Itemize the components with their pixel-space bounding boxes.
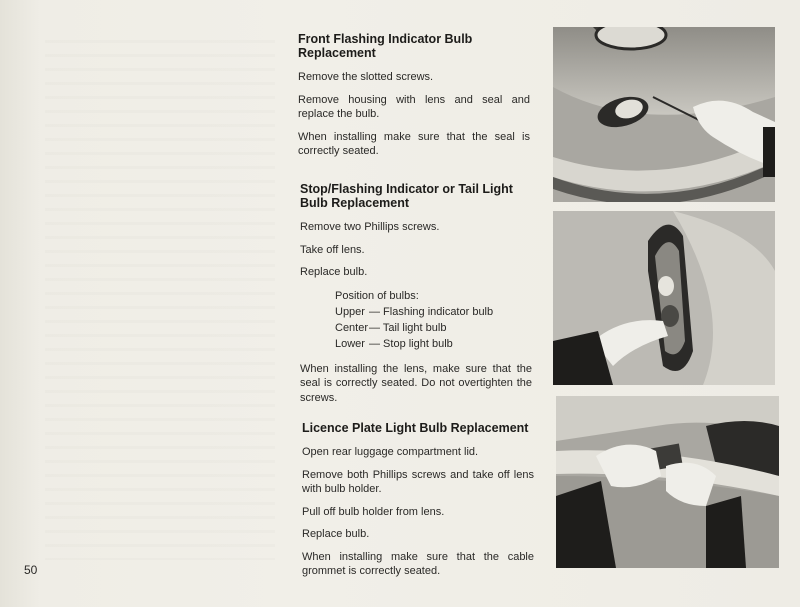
page-number: 50 xyxy=(24,563,38,577)
bulb-position: Upper xyxy=(335,305,365,318)
section-title: Licence Plate Light Bulb Replacement xyxy=(302,421,529,435)
instruction-paragraph: When installing the lens, make sure that the seal is correctly seated. Do not overtighten the screws. xyxy=(300,362,532,404)
instruction-paragraph: Remove housing with lens and seal and replace the bulb. xyxy=(298,93,530,120)
section-title: Stop/Flashing Indicator or Tail Light Bulb Replacement xyxy=(300,182,513,210)
photo-licence-plate-light xyxy=(556,396,779,568)
photo-front-indicator xyxy=(553,27,775,202)
instruction-paragraph: When installing make sure that the cable grommet is correctly seated. xyxy=(302,550,534,577)
instruction-paragraph: Remove two Phillips screws. xyxy=(300,221,440,233)
instruction-paragraph: Remove both Phillips screws and take off lens with bulb holder. xyxy=(302,468,534,495)
instruction-paragraph: Take off lens. xyxy=(300,243,365,256)
bulb-row xyxy=(335,320,532,336)
bulb-position: Lower xyxy=(335,338,365,351)
section-title: Front Flashing Indicator Bulb Replacement xyxy=(298,32,473,60)
instruction-paragraph: When installing make sure that the seal is correctly seated. xyxy=(298,130,530,157)
bulb-row xyxy=(335,304,532,320)
bulb-list-heading: Position of bulbs: xyxy=(335,289,419,302)
bulb-type: — Tail light bulb xyxy=(369,322,447,335)
bulb-position-list xyxy=(335,288,532,353)
photo-tail-light xyxy=(553,211,775,385)
bulb-position: Center xyxy=(335,322,369,335)
instruction-paragraph: Pull off bulb holder from lens. xyxy=(302,505,445,518)
bulb-row xyxy=(335,336,532,352)
section-licence-plate-light xyxy=(302,421,534,587)
instruction-paragraph: Replace bulb. xyxy=(300,266,368,278)
bulb-type: — Stop light bulb xyxy=(369,338,453,351)
instruction-paragraph: Open rear luggage compartment lid. xyxy=(302,446,479,458)
bleed-through-text xyxy=(45,40,275,560)
instruction-paragraph: Remove the slotted screws. xyxy=(298,71,434,83)
bulb-type: — Flashing indicator bulb xyxy=(369,305,494,318)
section-tail-light xyxy=(300,182,532,413)
instruction-paragraph: Replace bulb. xyxy=(302,528,370,540)
section-front-indicator xyxy=(298,32,530,167)
